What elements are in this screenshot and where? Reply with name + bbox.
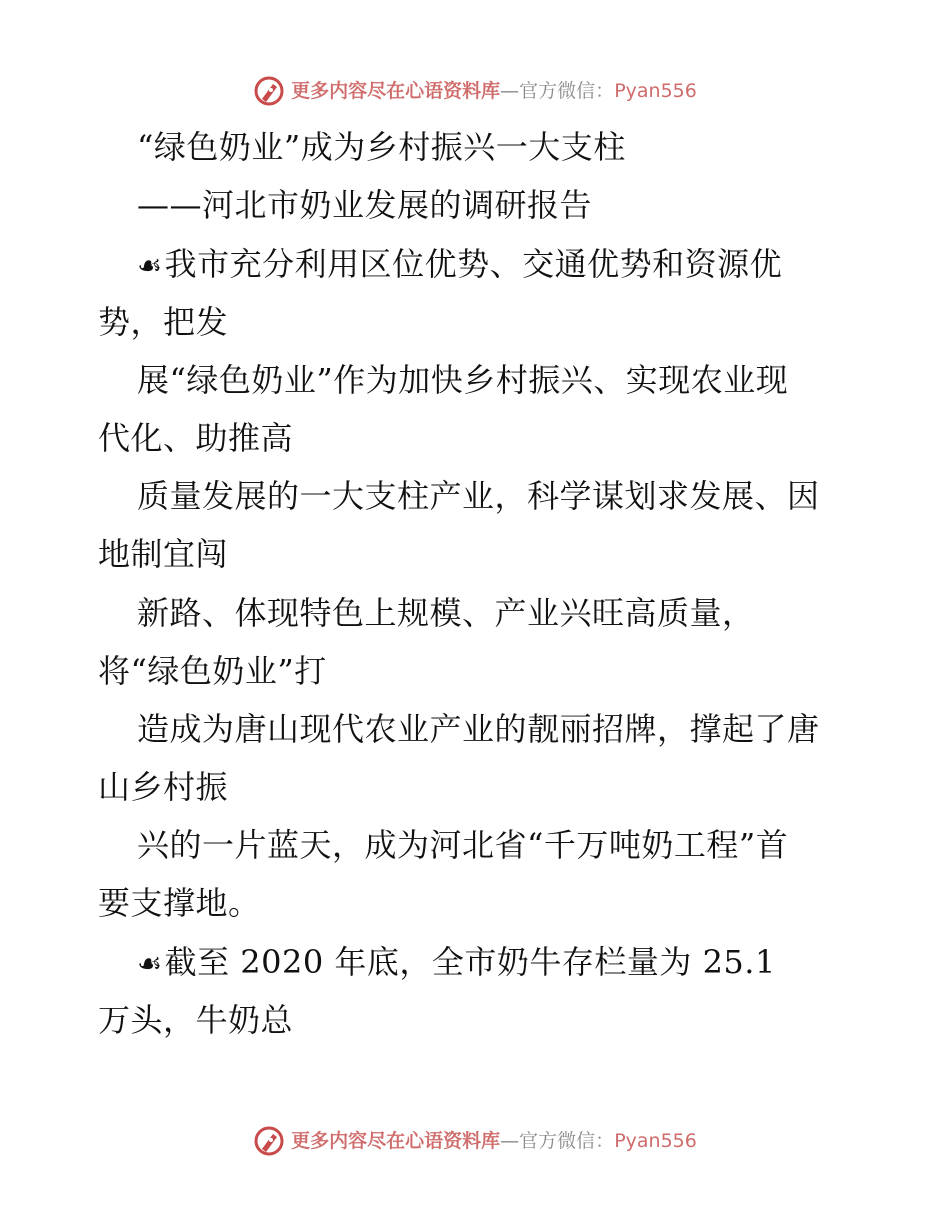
header-watermark [0, 75, 950, 107]
paragraph-line: 山乡村振 [98, 768, 229, 806]
watermark-wechat-id: Pyan556 [614, 80, 697, 102]
watermark-wechat-label: 官方微信： [519, 80, 615, 102]
paragraph-text: 截至 2020 年底，全市奶牛存栏量为 25.1 [164, 943, 776, 981]
paragraph-text: 我市充分利用区位优势、交通优势和资源优 [164, 245, 783, 283]
pen-nib-logo-icon [253, 1125, 285, 1157]
document-subtitle: ——河北市奶业发展的调研报告 [137, 186, 593, 224]
paragraph-line [137, 244, 950, 286]
paragraph-line: 兴的一片蓝天，成为河北省“千万吨奶工程”首 [137, 826, 789, 864]
paragraph-line: 地制宜闯 [98, 535, 229, 573]
watermark-site-text: 更多内容尽在心语资料库 [291, 1130, 501, 1152]
watermark-separator: — [500, 1130, 520, 1152]
watermark-separator: — [500, 80, 520, 102]
watermark-site-text: 更多内容尽在心语资料库 [291, 80, 501, 102]
document-title: “绿色奶业”成为乡村振兴一大支柱 [137, 128, 626, 166]
pen-nib-logo-icon [253, 75, 285, 107]
paragraph-bullet-icon: ☙ [137, 947, 163, 980]
paragraph-line: 新路、体现特色上规模、产业兴旺高质量， [137, 594, 755, 632]
paragraph-bullet-icon: ☙ [137, 249, 163, 282]
paragraph-line [137, 942, 950, 984]
paragraph-line: 质量发展的一大支柱产业，科学谋划求发展、因 [137, 477, 820, 515]
paragraph-line: 展“绿色奶业”作为加快乡村振兴、实现农业现 [137, 361, 789, 399]
watermark-wechat-id: Pyan556 [614, 1130, 697, 1152]
paragraph-line: 万头，牛奶总 [98, 1001, 294, 1039]
watermark-wechat-label: 官方微信： [519, 1130, 615, 1152]
paragraph-line: 要支撑地。 [98, 884, 261, 922]
paragraph-line: 势，把发 [98, 303, 229, 341]
paragraph-line: 造成为唐山现代农业产业的靓丽招牌，撑起了唐 [137, 710, 820, 748]
footer-watermark [0, 1125, 950, 1157]
paragraph-line: 代化、助推高 [98, 419, 294, 457]
paragraph-line: 将“绿色奶业”打 [98, 652, 327, 690]
